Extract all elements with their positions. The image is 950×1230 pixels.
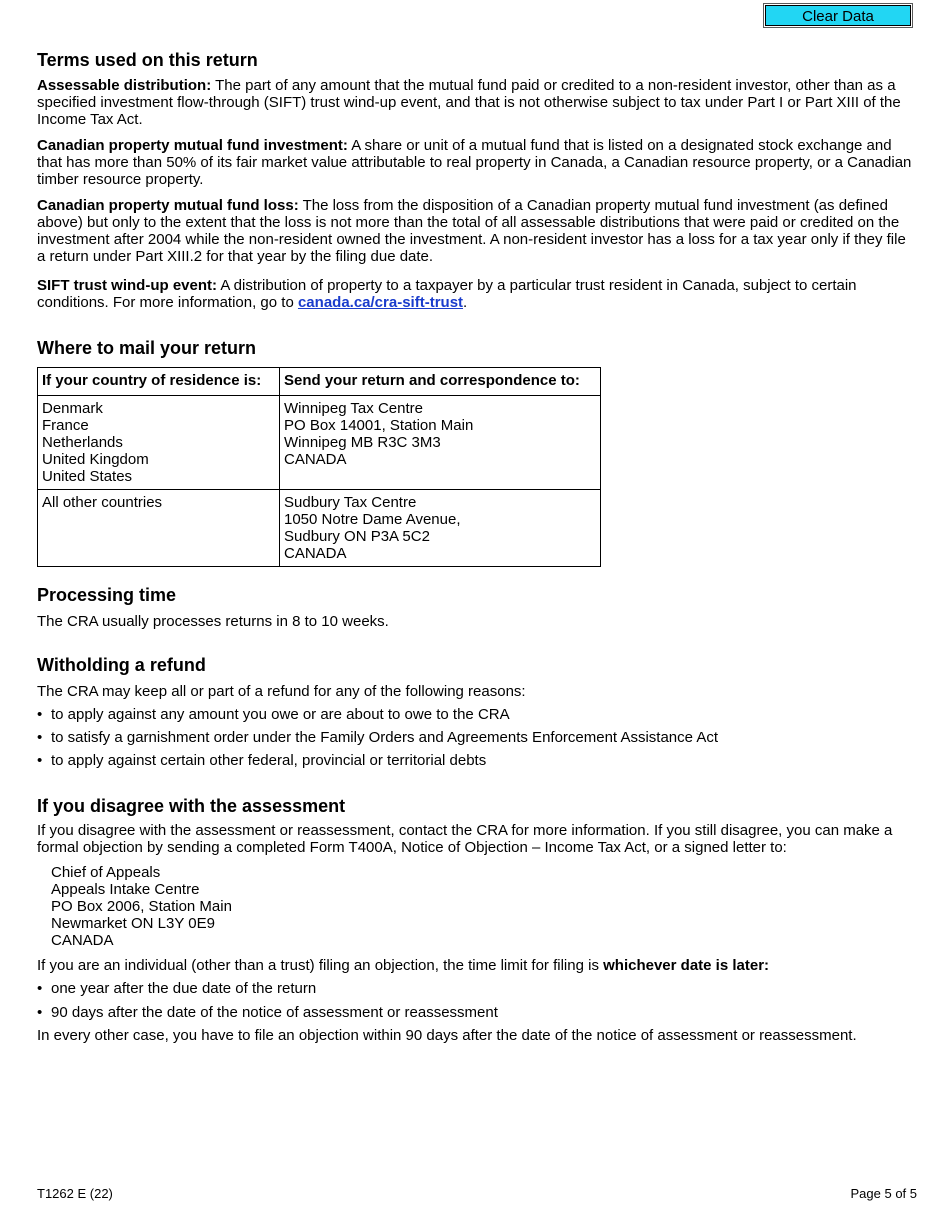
processing-text: The CRA usually processes returns in 8 to 10 weeks.: [37, 613, 389, 630]
term-sift-wind-up: [37, 277, 917, 311]
table-row: [38, 490, 601, 567]
address-line: 1050 Notre Dame Avenue,: [284, 511, 461, 528]
clear-data-button[interactable]: Clear Data: [765, 5, 911, 26]
table-row: [38, 396, 601, 490]
country-name: All other countries: [42, 494, 163, 511]
bullet-marker: •: [37, 752, 43, 769]
time-limit-bold: whichever date is later:: [603, 957, 770, 974]
list-item: [37, 706, 510, 723]
term-property-fund-loss: [37, 197, 917, 265]
bullet-marker: •: [37, 980, 43, 997]
address-line: CANADA: [51, 932, 114, 949]
address-line: CANADA: [284, 451, 347, 468]
list-item: [37, 729, 718, 746]
address-line: Winnipeg Tax Centre: [284, 400, 423, 417]
term-property-fund-investment: [37, 137, 917, 188]
withholding-intro: The CRA may keep all or part of a refund for any of the following reasons:: [37, 683, 526, 700]
list-item-text: to apply against any amount you owe or are about to owe to the CRA: [51, 706, 510, 723]
mail-table-header: [38, 368, 601, 396]
list-item-text: to satisfy a garnishment order under the Family Orders and Agreements Enforcement Assistance Act: [51, 729, 718, 746]
country-name: Denmark: [42, 400, 103, 417]
term-label: Canadian property mutual fund investment:: [37, 137, 348, 154]
disagree-heading: If you disagree with the assessment: [37, 796, 346, 816]
list-item: [37, 752, 486, 769]
term-definition: A distribution of property to a taxpayer by a particular trust resident in Canada, subject to certain conditions. For more information, go to: [37, 277, 857, 311]
address-cell: [280, 396, 601, 490]
list-item-text: one year after the due date of the return: [51, 980, 317, 997]
address-cell: [280, 490, 601, 567]
address-line: Appeals Intake Centre: [51, 881, 200, 898]
bullet-marker: •: [37, 1004, 43, 1021]
time-limit-text: [37, 957, 917, 974]
address-line: Sudbury Tax Centre: [284, 494, 417, 511]
country-name: France: [42, 417, 89, 434]
list-item: [37, 1004, 498, 1021]
time-limit-lead: If you are an individual (other than a trust) filing an objection, the time limit for filing is: [37, 957, 604, 974]
sift-trust-link[interactable]: canada.ca/cra-sift-trust: [297, 294, 464, 311]
countries-cell: [38, 490, 280, 567]
term-definition: The part of any amount that the mutual fund paid or credited to a non-resident investor, other than as a specified investment flow-through (SIFT) trust wind-up event, and that is not otherwise subject to tax under Part I or Part XIII of the Income Tax Act.: [37, 77, 901, 128]
address-line: Chief of Appeals: [51, 864, 161, 881]
address-line: Winnipeg MB R3C 3M3: [284, 434, 441, 451]
term-definition-end: .: [463, 294, 468, 311]
country-name: Netherlands: [42, 434, 123, 451]
countries-cell: [38, 396, 280, 490]
closing-text: In every other case, you have to file an objection within 90 days after the date of the notice of assessment or reassessment.: [37, 1027, 857, 1044]
list-item-text: to apply against certain other federal, provincial or territorial debts: [51, 752, 487, 769]
column-header-address: Send your return and correspondence to:: [280, 368, 601, 396]
mail-table: [37, 367, 601, 567]
term-label: Canadian property mutual fund loss:: [37, 197, 299, 214]
country-name: United Kingdom: [42, 451, 149, 468]
term-definition: A share or unit of a mutual fund that is listed on a designated stock exchange and that has more than 50% of its fair market value attributable to real property in Canada, a Canadian resource property, or a Canadian timber resource property.: [37, 137, 912, 188]
terms-heading: Terms used on this return: [37, 50, 258, 70]
term-label: SIFT trust wind-up event:: [37, 277, 217, 294]
term-definition: The loss from the disposition of a Canadian property mutual fund investment (as defined above) but only to the extent that the loss is not more than the total of all assessable distributions that were paid or credited on the investment after 2004 while the non-resident owned the investment. A non-resident investor has a loss for a tax year only if they file a return under Part XIII.2 for that year by the filing due date.: [37, 197, 906, 265]
column-header-country: If your country of residence is:: [38, 368, 280, 396]
disagree-intro: If you disagree with the assessment or reassessment, contact the CRA for more information. If you still disagree, you can make a formal objection by sending a completed Form T400A, Notice of Objection – Income Tax Act, or a signed letter to:: [37, 822, 893, 856]
address-line: Newmarket ON L3Y 0E9: [51, 915, 215, 932]
list-item: [37, 980, 316, 997]
address-line: PO Box 14001, Station Main: [284, 417, 474, 434]
list-item-text: 90 days after the date of the notice of assessment or reassessment: [51, 1004, 498, 1021]
address-line: CANADA: [284, 545, 347, 562]
appeals-address: [51, 864, 232, 949]
term-assessable-distribution: [37, 77, 917, 128]
country-name: United States: [42, 468, 133, 485]
address-line: PO Box 2006, Station Main: [51, 898, 232, 915]
withholding-heading: Witholding a refund: [37, 655, 206, 675]
page-number: Page 5 of 5: [850, 1186, 917, 1201]
mail-heading: Where to mail your return: [37, 338, 257, 358]
address-line: Sudbury ON P3A 5C2: [284, 528, 430, 545]
bullet-marker: •: [37, 729, 43, 746]
bullet-marker: •: [37, 706, 43, 723]
term-label: Assessable distribution:: [37, 77, 212, 94]
processing-heading: Processing time: [37, 585, 177, 605]
form-identifier: T1262 E (22): [37, 1186, 113, 1201]
